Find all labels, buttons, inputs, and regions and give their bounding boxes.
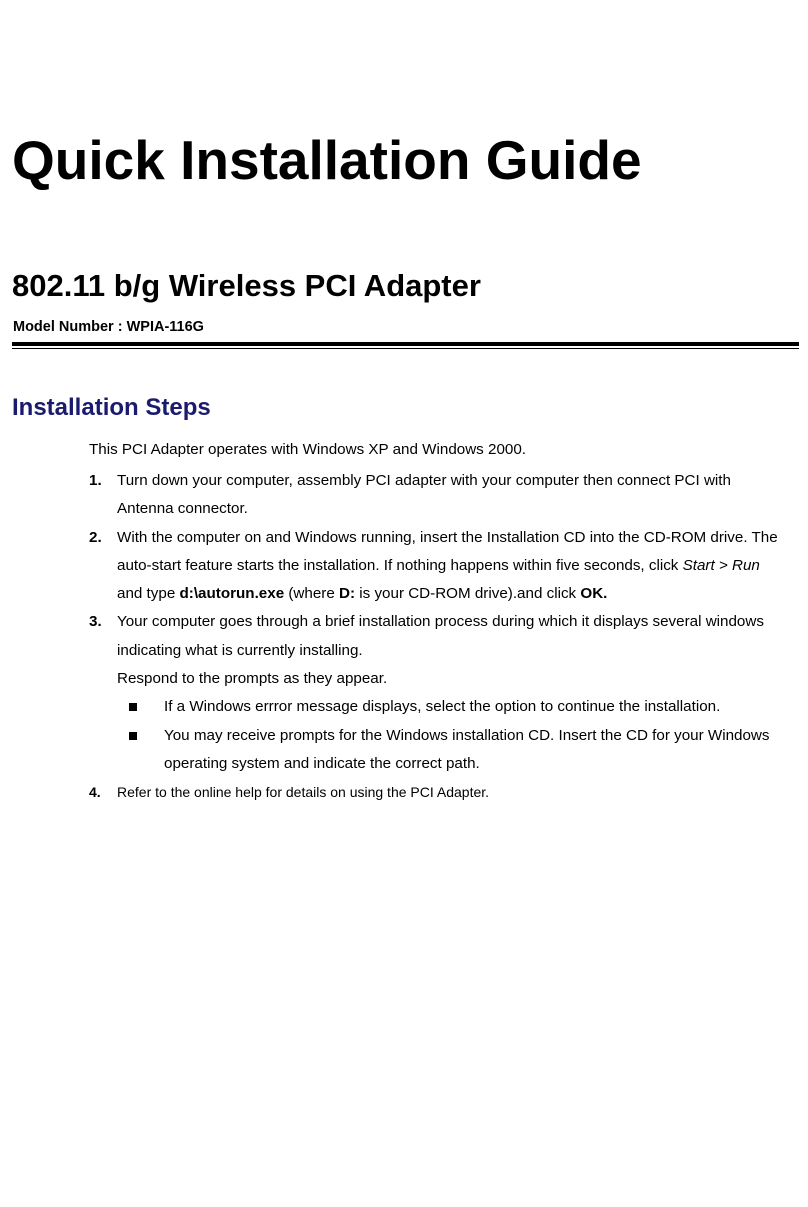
square-bullet-icon	[129, 732, 137, 740]
ok-label: OK.	[580, 585, 608, 603]
step-line: Respond to the prompts as they appear.	[117, 670, 388, 688]
bullet-line: operating system and indicate the correct path.	[164, 754, 480, 772]
bullet-list	[117, 693, 801, 778]
step-line-text: (where	[284, 585, 340, 603]
product-title: 802.11 b/g Wireless PCI Adapter	[12, 268, 481, 303]
menu-path: Start > Run	[682, 556, 760, 574]
step-3	[89, 608, 801, 778]
header-divider-thin	[12, 348, 799, 349]
step-number: 1.	[89, 472, 102, 489]
bullet-line: If a Windows errror message displays, select the option to continue the installation.	[164, 698, 721, 716]
step-number: 3.	[89, 613, 102, 631]
main-title: Quick Installation Guide	[12, 129, 642, 191]
bullet-item	[117, 693, 801, 721]
step-2	[89, 524, 801, 609]
step-line-text: is your CD-ROM drive).and click	[355, 585, 581, 603]
step-4	[89, 778, 801, 806]
bullet-item	[117, 722, 801, 779]
header-divider-thick	[12, 342, 799, 346]
step-line-text: auto-start feature starts the installation. If nothing happens within five seconds, click	[117, 556, 683, 574]
step-line	[117, 580, 801, 608]
step-number: 2.	[89, 528, 102, 546]
bullet-line: You may receive prompts for the Windows installation CD. Insert the CD for your Windows	[164, 726, 770, 744]
step-line: Turn down your computer, assembly PCI adapter with your computer then connect PCI with	[117, 472, 731, 489]
autorun-command: d:\autorun.exe	[179, 585, 285, 603]
model-number: Model Number : WPIA-116G	[13, 319, 204, 335]
step-line: Your computer goes through a brief installation process during which it displays several windows	[117, 613, 764, 631]
step-line: indicating what is currently installing.	[117, 641, 363, 659]
intro-text: This PCI Adapter operates with Windows XP and Windows 2000.	[89, 441, 527, 458]
step-line	[117, 552, 801, 580]
drive-letter: D:	[339, 585, 356, 603]
section-title: Installation Steps	[12, 394, 211, 421]
step-1	[89, 467, 801, 524]
step-number: 4.	[89, 784, 101, 801]
step-line: Refer to the online help for details on using the PCI Adapter.	[117, 784, 490, 801]
square-bullet-icon	[129, 703, 137, 711]
step-line: With the computer on and Windows running, insert the Installation CD into the CD-ROM drive. The	[117, 528, 778, 546]
step-line-text: and type	[117, 585, 180, 603]
steps-list	[89, 467, 801, 807]
step-line: Antenna connector.	[117, 500, 248, 518]
